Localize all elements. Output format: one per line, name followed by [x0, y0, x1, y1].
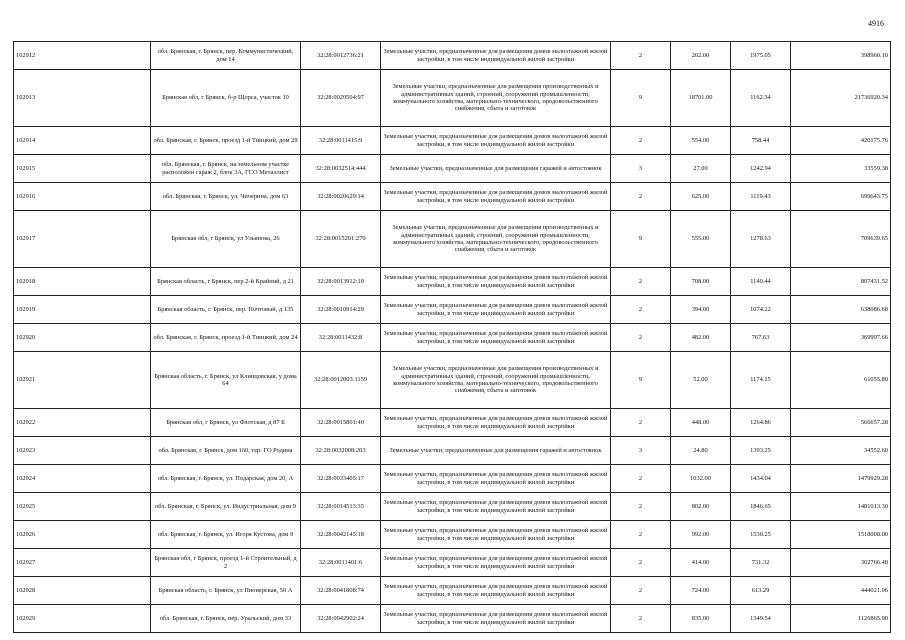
row-specific-value: 1278.63	[731, 211, 791, 268]
row-cadastral-number: 32:28:0015801:40	[301, 409, 381, 437]
row-id: 102914	[14, 127, 151, 155]
row-cadastral-number: 32:28:0012003:1159	[301, 352, 381, 409]
table-row	[14, 465, 891, 493]
row-group: 2	[611, 324, 671, 352]
row-land-use: Земельные участки, предназначенные для размещения домов малоэтажной жилой застройки, в том числе индивидуальной жилой застройки	[381, 605, 611, 633]
row-group: 2	[611, 296, 671, 324]
row-area: 24.80	[671, 437, 731, 465]
row-specific-value: 1530.25	[731, 521, 791, 549]
row-area: 555.00	[671, 211, 731, 268]
row-specific-value: 731.32	[731, 549, 791, 577]
row-specific-value: 1846.65	[731, 493, 791, 521]
row-id: 102927	[14, 549, 151, 577]
row-address: обл. Брянская, г. Брянск, ул. Игоря Кустова, дом 9	[151, 521, 301, 549]
row-land-use: Земельные участки, предназначенные для размещения гаражей и автостоянок	[381, 437, 611, 465]
row-area: 802.00	[671, 493, 731, 521]
row-area: 992.00	[671, 521, 731, 549]
row-area: 202.00	[671, 42, 731, 70]
row-cadastral-value: 33559.38	[791, 155, 891, 183]
row-id: 102926	[14, 521, 151, 549]
row-group: 2	[611, 183, 671, 211]
row-cadastral-number: 32:28:0042145:18	[301, 521, 381, 549]
row-address: обл. Брянская, г. Брянск, проезд 1-й Тиицкий, дом 24	[151, 324, 301, 352]
row-address: Брянская обл, г Брянск, б-р Щорса, участок 10	[151, 70, 301, 127]
row-id: 102923	[14, 437, 151, 465]
row-cadastral-number: 32:28:0011401:6	[301, 549, 381, 577]
row-id: 102913	[14, 70, 151, 127]
row-area: 708.00	[671, 268, 731, 296]
table-row	[14, 70, 891, 127]
row-area: 482.00	[671, 324, 731, 352]
table-row	[14, 155, 891, 183]
row-area: 724.00	[671, 577, 731, 605]
row-land-use: Земельные участки, предназначенные для размещения домов малоэтажной жилой застройки, в том числе индивидуальной жилой застройки	[381, 409, 611, 437]
row-cadastral-value: 699643.75	[791, 183, 891, 211]
row-land-use: Земельные участки, предназначенные для размещения производственных и административных зданий, строений, сооружений промышленности, коммунального хозяйства, материально-технического, продовольственного снабжения, сбыта и заготовок	[381, 352, 611, 409]
row-specific-value: 758.44	[731, 127, 791, 155]
row-cadastral-number: 32:28:0013912:10	[301, 268, 381, 296]
table-row	[14, 352, 891, 409]
row-group: 2	[611, 409, 671, 437]
table-row	[14, 211, 891, 268]
row-address: обл. Брянская, г. Брянск, ул. Чичерина, дом 63	[151, 183, 301, 211]
row-land-use: Земельные участки, предназначенные для размещения домов малоэтажной жилой застройки, в том числе индивидуальной жилой застройки	[381, 577, 611, 605]
row-specific-value: 1349.54	[731, 605, 791, 633]
table-row	[14, 409, 891, 437]
row-specific-value: 1975.05	[731, 42, 791, 70]
row-cadastral-value: 34552.60	[791, 437, 891, 465]
row-id: 102920	[14, 324, 151, 352]
row-specific-value: 1242.94	[731, 155, 791, 183]
row-land-use: Земельные участки, предназначенные для размещения домов малоэтажной жилой застройки, в том числе индивидуальной жилой застройки	[381, 268, 611, 296]
row-address: Брянская область, г. Брянск, ул Пионерская, 50 А	[151, 577, 301, 605]
row-area: 52.00	[671, 352, 731, 409]
table-row	[14, 42, 891, 70]
row-group: 2	[611, 127, 671, 155]
row-id: 102916	[14, 183, 151, 211]
row-cadastral-value: 420175.76	[791, 127, 891, 155]
row-group: 3	[611, 155, 671, 183]
row-group: 3	[611, 437, 671, 465]
table-row	[14, 437, 891, 465]
row-cadastral-value: 444021.96	[791, 577, 891, 605]
row-cadastral-value: 807431.52	[791, 268, 891, 296]
row-id: 102912	[14, 42, 151, 70]
table-row	[14, 521, 891, 549]
row-specific-value: 1162.34	[731, 70, 791, 127]
row-area: 414.00	[671, 549, 731, 577]
row-specific-value: 613.29	[731, 577, 791, 605]
row-land-use: Земельные участки, предназначенные для размещения гаражей и автостоянок	[381, 155, 611, 183]
row-specific-value: 1393.25	[731, 437, 791, 465]
row-id: 102924	[14, 465, 151, 493]
row-address: Брянская область, г. Брянск, ул Клинцовская, у дома 64	[151, 352, 301, 409]
row-area: 27.00	[671, 155, 731, 183]
row-id: 102918	[14, 268, 151, 296]
row-address: Брянская обл, г Брянск, ул Ульянова, 26	[151, 211, 301, 268]
row-cadastral-number: 32:28:0011415:9	[301, 127, 381, 155]
row-address: обл. Брянская, г. Брянск, пер. Уральский, дом 33	[151, 605, 301, 633]
row-cadastral-number: 32:28:0042902:24	[301, 605, 381, 633]
row-area: 835.00	[671, 605, 731, 633]
row-cadastral-value: 566657.28	[791, 409, 891, 437]
row-group: 9	[611, 211, 671, 268]
table-row	[14, 324, 891, 352]
row-group: 2	[611, 605, 671, 633]
row-address: Брянская область, г Брянск, пер 2-й Крайний, д 21	[151, 268, 301, 296]
row-cadastral-number: 32:28:0041808:74	[301, 577, 381, 605]
row-cadastral-number: 32:28:0011432:8	[301, 324, 381, 352]
cadastral-value-table	[13, 41, 891, 633]
row-address: обл. Брянская, г. Брянск, проезд 1-й Тиицкий, дом 29	[151, 127, 301, 155]
row-cadastral-value: 709639.65	[791, 211, 891, 268]
row-cadastral-number: 32:28:0020629:14	[301, 183, 381, 211]
row-specific-value: 1119.43	[731, 183, 791, 211]
row-cadastral-number: 32:28:0012736:21	[301, 42, 381, 70]
table-row	[14, 605, 891, 633]
row-group: 2	[611, 42, 671, 70]
row-id: 102925	[14, 493, 151, 521]
row-id: 102922	[14, 409, 151, 437]
row-group: 2	[611, 493, 671, 521]
row-specific-value: 1434.04	[731, 465, 791, 493]
table-row	[14, 493, 891, 521]
row-cadastral-value: 1479929.28	[791, 465, 891, 493]
row-land-use: Земельные участки, предназначенные для размещения домов малоэтажной жилой застройки, в том числе индивидуальной жилой застройки	[381, 183, 611, 211]
row-specific-value: 1140.44	[731, 268, 791, 296]
row-land-use: Земельные участки, предназначенные для размещения домов малоэтажной жилой застройки, в том числе индивидуальной жилой застройки	[381, 465, 611, 493]
row-cadastral-number: 32:28:0032008:203	[301, 437, 381, 465]
page-number: 4916	[868, 19, 884, 28]
row-id: 102917	[14, 211, 151, 268]
row-specific-value: 767.63	[731, 324, 791, 352]
row-specific-value: 1074.22	[731, 296, 791, 324]
row-cadastral-value: 369997.66	[791, 324, 891, 352]
table-row	[14, 268, 891, 296]
row-land-use: Земельные участки, предназначенные для размещения домов малоэтажной жилой застройки, в том числе индивидуальной жилой застройки	[381, 521, 611, 549]
row-area: 18701.00	[671, 70, 731, 127]
row-land-use: Земельные участки, предназначенные для размещения домов малоэтажной жилой застройки, в том числе индивидуальной жилой застройки	[381, 324, 611, 352]
row-group: 2	[611, 268, 671, 296]
row-area: 448.00	[671, 409, 731, 437]
row-cadastral-number: 32:28:0020504:97	[301, 70, 381, 127]
row-address: Брянская обл, г Брянск, проезд 1-й Строительный, д 2	[151, 549, 301, 577]
table-row	[14, 183, 891, 211]
row-cadastral-number: 32:28:0032514:444	[301, 155, 381, 183]
table-row	[14, 296, 891, 324]
row-land-use: Земельные участки, предназначенные для размещения производственных и административных зданий, строений, сооружений промышленности, коммунального хозяйства, материально-технического, продовольственного снабжения, сбыта и заготовок	[381, 211, 611, 268]
row-address: обл. Брянская, г. Брянск, ул. Индустриальная, дом 9	[151, 493, 301, 521]
row-id: 102928	[14, 577, 151, 605]
row-group: 9	[611, 70, 671, 127]
row-cadastral-number: 32:28:0010914:29	[301, 296, 381, 324]
row-address: обл. Брянская, г. Брянск, на земельном участке расположен гараж 2, блок 3А, ГСО Металлист	[151, 155, 301, 183]
row-group: 2	[611, 549, 671, 577]
row-land-use: Земельные участки, предназначенные для размещения домов малоэтажной жилой застройки, в том числе индивидуальной жилой застройки	[381, 42, 611, 70]
row-address: обл. Брянская, г. Брянск, дом 160, тер. ГО Родина	[151, 437, 301, 465]
row-cadastral-value: 302766.48	[791, 549, 891, 577]
row-area: 1032.00	[671, 465, 731, 493]
row-land-use: Земельные участки, предназначенные для размещения домов малоэтажной жилой застройки, в том числе индивидуальной жилой застройки	[381, 493, 611, 521]
table-row	[14, 127, 891, 155]
row-cadastral-value: 1518008.00	[791, 521, 891, 549]
row-area: 625.00	[671, 183, 731, 211]
row-cadastral-number: 32:28:0014513:35	[301, 493, 381, 521]
row-group: 2	[611, 465, 671, 493]
row-cadastral-value: 21736920.34	[791, 70, 891, 127]
row-cadastral-value: 398960.10	[791, 42, 891, 70]
row-cadastral-value: 638086.68	[791, 296, 891, 324]
row-land-use: Земельные участки, предназначенные для размещения домов малоэтажной жилой застройки, в том числе индивидуальной жилой застройки	[381, 296, 611, 324]
row-group: 2	[611, 577, 671, 605]
row-id: 102919	[14, 296, 151, 324]
row-id: 102915	[14, 155, 151, 183]
row-group: 9	[611, 352, 671, 409]
row-address: Брянская область, г. Брянск, пер. Почтовый, д 135	[151, 296, 301, 324]
row-cadastral-value: 1126865.90	[791, 605, 891, 633]
row-address: обл. Брянская, г. Брянск, ул. Подарская, дом 20, А	[151, 465, 301, 493]
row-specific-value: 1174.15	[731, 352, 791, 409]
row-id: 102921	[14, 352, 151, 409]
row-id: 102929	[14, 605, 151, 633]
row-group: 2	[611, 521, 671, 549]
table-row	[14, 577, 891, 605]
row-cadastral-value: 1481013.30	[791, 493, 891, 521]
row-specific-value: 1264.86	[731, 409, 791, 437]
row-address: Брянская обл, г Брянск, ул Флотская, д 87 Б	[151, 409, 301, 437]
table-row	[14, 549, 891, 577]
row-land-use: Земельные участки, предназначенные для размещения домов малоэтажной жилой застройки, в том числе индивидуальной жилой застройки	[381, 127, 611, 155]
row-area: 554.00	[671, 127, 731, 155]
row-address: обл. Брянская, г. Брянск, пер. Коммунистический, дом 14	[151, 42, 301, 70]
row-cadastral-number: 32:28:0015201:270	[301, 211, 381, 268]
row-area: 394.00	[671, 296, 731, 324]
row-land-use: Земельные участки, предназначенные для размещения производственных и административных зданий, строений, сооружений промышленности, коммунального хозяйства, материально-технического, продовольственного снабжения, сбыта и заготовок	[381, 70, 611, 127]
row-cadastral-number: 32:28:0033405:17	[301, 465, 381, 493]
row-land-use: Земельные участки, предназначенные для размещения домов малоэтажной жилой застройки, в том числе индивидуальной жилой застройки	[381, 549, 611, 577]
row-cadastral-value: 61055.80	[791, 352, 891, 409]
